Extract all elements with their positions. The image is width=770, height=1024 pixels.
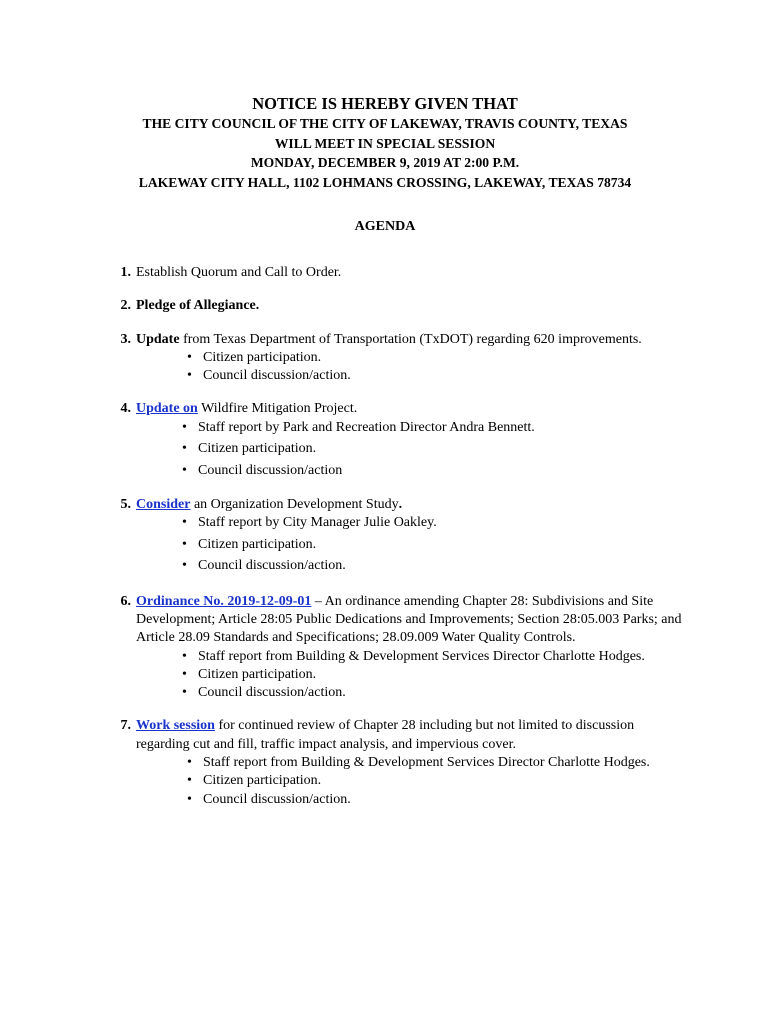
- header-line-3: MONDAY, DECEMBER 9, 2019 AT 2:00 P.M.: [250, 155, 520, 170]
- header-line-2: WILL MEET IN SPECIAL SESSION: [274, 135, 496, 151]
- list-item: • Citizen participation.: [203, 349, 687, 367]
- item-number: 5.: [120, 497, 131, 513]
- item-text: Establish Quorum and Call to Order.: [136, 265, 342, 280]
- item-text: from Texas Department of Transportation (TxDOT) regarding 620 improvements.: [179, 331, 642, 347]
- list-item: • Council discussion/action: [198, 462, 687, 480]
- list-item: • Staff report by City Manager Julie Oakley.: [198, 514, 687, 532]
- item-number: 6.: [120, 593, 131, 609]
- list-item: • Staff report by Park and Recreation Director Andra Bennett.: [198, 419, 687, 437]
- notice-header: [0, 94, 770, 192]
- list-item: • Council discussion/action.: [203, 791, 687, 809]
- agenda-item-5: [107, 496, 687, 576]
- bullet-list: [136, 514, 687, 575]
- agenda-item-7: [107, 717, 687, 808]
- consider-link[interactable]: Consider: [136, 497, 191, 513]
- agenda-item-6: [107, 593, 687, 703]
- ordinance-link[interactable]: Ordinance No. 2019-12-09-01: [136, 593, 312, 609]
- work-session-link[interactable]: Work session: [136, 718, 215, 734]
- list-item: • Citizen participation.: [198, 666, 687, 684]
- agenda-item-3: [107, 331, 687, 386]
- bullet-list: [136, 349, 687, 386]
- list-item: • Staff report from Building & Development Services Director Charlotte Hodges.: [198, 648, 687, 666]
- item-number: 4.: [120, 401, 131, 417]
- header-line-4: LAKEWAY CITY HALL, 1102 LOHMANS CROSSING, LAKEWAY, TEXAS 78734: [138, 174, 632, 190]
- list-item: • Staff report from Building & Development Services Director Charlotte Hodges.: [203, 754, 687, 772]
- agenda-heading: AGENDA: [354, 219, 416, 234]
- update-on-link[interactable]: Update on: [136, 401, 198, 417]
- agenda-item-1: [107, 264, 687, 282]
- list-item: • Citizen participation.: [198, 536, 687, 554]
- list-item: • Council discussion/action.: [203, 367, 687, 385]
- bullet-list: [136, 754, 687, 809]
- item-text: Wildfire Mitigation Project.: [197, 401, 358, 417]
- bullet-list: [136, 648, 687, 703]
- agenda-item-4: [107, 400, 687, 480]
- bullet-list: [136, 419, 687, 480]
- header-line-1: THE CITY COUNCIL OF THE CITY OF LAKEWAY, TRAVIS COUNTY, TEXAS: [142, 116, 628, 131]
- item-text: for continued review of Chapter 28 including but not limited to discussion regarding cut and fill, traffic impact analysis, and impervious cover.: [136, 718, 635, 752]
- item-number: 1.: [120, 265, 131, 280]
- item-text: an Organization Development Study: [190, 497, 399, 513]
- list-item: • Citizen participation.: [198, 440, 687, 458]
- list-item: • Citizen participation.: [203, 772, 687, 790]
- item-text: – An ordinance amending Chapter 28: Subdivisions and Site Development; Article 28:05 Public Dedications and Improvements; Section 28:05.003 Parks; and Article 28.09 Standards and Specifications; 28.09.009 Water Quality Controls.: [136, 593, 682, 646]
- list-item: • Council discussion/action.: [198, 557, 687, 575]
- item-lead: Update: [136, 331, 180, 347]
- list-item: • Council discussion/action.: [198, 684, 687, 702]
- item-number: 2.: [120, 298, 131, 314]
- item-tail: .: [398, 497, 403, 513]
- agenda-list: [107, 264, 687, 824]
- item-text: Pledge of Allegiance.: [136, 298, 260, 314]
- item-number: 7.: [120, 718, 131, 734]
- agenda-item-2: [107, 297, 687, 315]
- notice-title: NOTICE IS HEREBY GIVEN THAT: [252, 94, 518, 113]
- item-number: 3.: [120, 331, 131, 347]
